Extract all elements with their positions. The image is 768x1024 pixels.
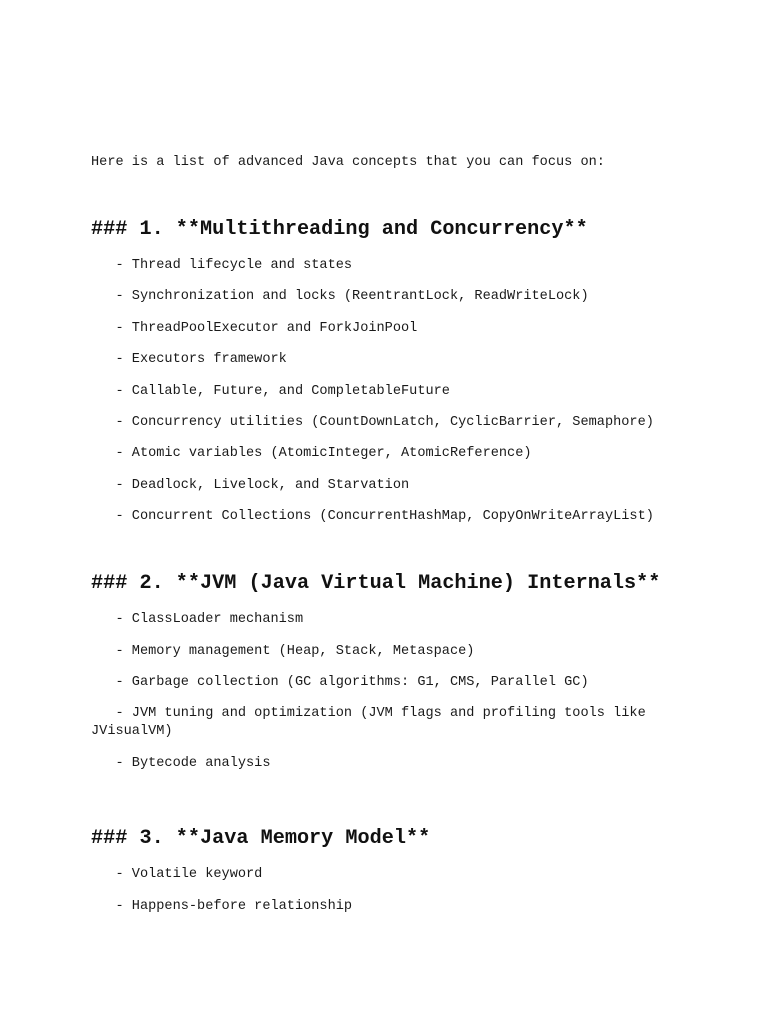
list-item: - Concurrency utilities (CountDownLatch, CyclicBarrier, Semaphore) (91, 415, 654, 430)
list-item: - Memory management (Heap, Stack, Metaspace) (91, 644, 475, 659)
list-item: - Volatile keyword (91, 867, 263, 882)
list-item: - Happens-before relationship (91, 899, 353, 914)
list-item: - Concurrent Collections (ConcurrentHashMap, CopyOnWriteArrayList) (91, 509, 654, 524)
list-item: - Atomic variables (AtomicInteger, AtomicReference) (91, 446, 532, 461)
list-item: - ThreadPoolExecutor and ForkJoinPool (91, 321, 418, 336)
list-item: - ClassLoader mechanism (91, 612, 304, 627)
section-heading-java-memory-model: ### 3. **Java Memory Model** (91, 827, 431, 850)
section-heading-multithreading: ### 1. **Multithreading and Concurrency** (91, 218, 588, 241)
list-item: - Synchronization and locks (ReentrantLock, ReadWriteLock) (91, 289, 589, 304)
intro-text: Here is a list of advanced Java concepts that you can focus on: (91, 155, 605, 170)
list-item: - Callable, Future, and CompletableFuture (91, 384, 450, 399)
list-item: - Garbage collection (GC algorithms: G1, CMS, Parallel GC) (91, 675, 589, 690)
section-heading-jvm-internals: ### 2. **JVM (Java Virtual Machine) Internals** (91, 572, 661, 595)
list-item: - Executors framework (91, 352, 287, 367)
list-item: - Bytecode analysis (91, 756, 271, 771)
list-item: - JVM tuning and optimization (JVM flags and profiling tools like JVisualVM) (91, 706, 654, 739)
list-item: - Deadlock, Livelock, and Starvation (91, 478, 410, 493)
list-item: - Thread lifecycle and states (91, 258, 353, 273)
